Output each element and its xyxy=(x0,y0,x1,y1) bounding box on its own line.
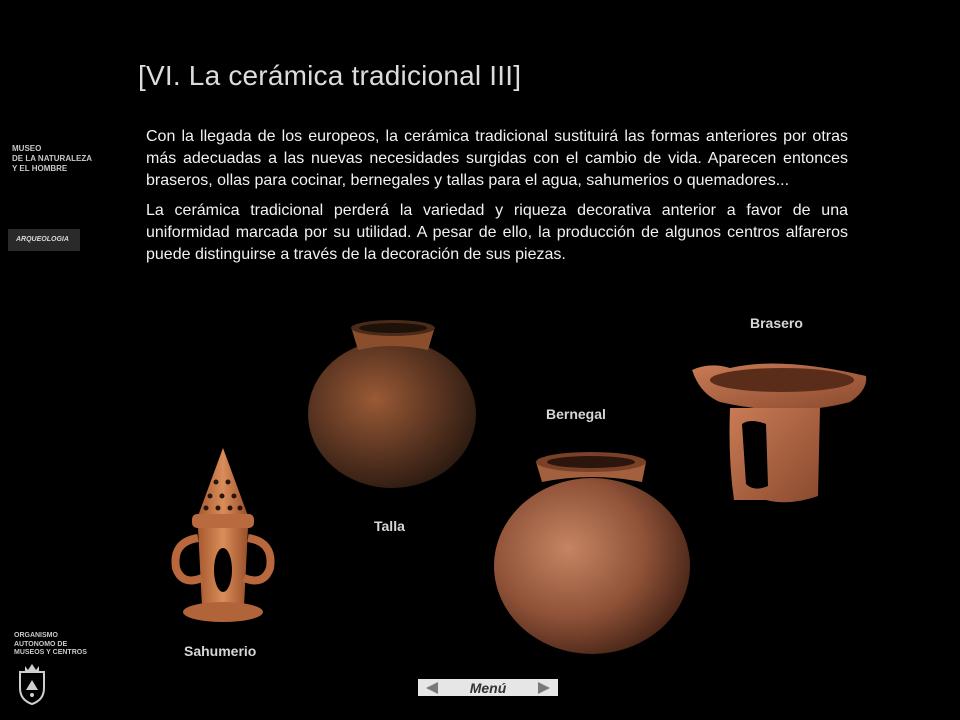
main-text xyxy=(146,126,848,274)
museum-line: Y EL HOMBRE xyxy=(12,164,68,173)
section-tag-arqueologia[interactable]: ARQUEOLOGIA xyxy=(8,229,80,251)
museum-line: DE LA NATURALEZA xyxy=(12,154,92,163)
museum-line: MUSEO xyxy=(12,144,42,153)
paragraph: Con la llegada de los europeos, la cerámica tradicional sustituirá las formas anteriores por otras más adecuadas a las nuevas necesidades surgidas con el cambio de vida. Aparecen entonces braseros, ollas para cocinar, bernegales y tallas para el agua, sahumerios o quemadores... xyxy=(146,128,848,189)
next-arrow-icon[interactable] xyxy=(538,682,550,694)
org-line: MUSEOS Y CENTROS xyxy=(14,649,87,656)
sahumerio-image xyxy=(170,446,276,626)
menu-link[interactable]: Menú xyxy=(469,679,507,696)
org-line: AUTONOMO DE xyxy=(14,640,68,648)
previous-arrow-icon[interactable] xyxy=(426,682,438,694)
organization-logo xyxy=(14,632,87,658)
bernegal-image xyxy=(492,448,692,658)
caption-talla: Talla xyxy=(374,518,405,534)
caption-brasero: Brasero xyxy=(750,315,803,331)
talla-image xyxy=(304,316,480,492)
cabildo-crest-icon xyxy=(14,660,50,706)
caption-sahumerio: Sahumerio xyxy=(184,643,257,659)
paragraph: La cerámica tradicional perderá la variedad y riqueza decorativa anterior a favor de una uniformidad marcada por su utilidad. A pesar de ello, la producción de algunos centros alfareros puede distinguirse a través de la decoración de sus piezas. xyxy=(146,202,848,263)
museum-logo xyxy=(12,144,92,174)
org-line: ORGANISMO xyxy=(14,632,58,639)
navigation-bar xyxy=(418,679,558,696)
caption-bernegal: Bernegal xyxy=(546,406,606,422)
page-title: [VI. La cerámica tradicional III] xyxy=(138,60,522,91)
brasero-image xyxy=(690,358,870,508)
